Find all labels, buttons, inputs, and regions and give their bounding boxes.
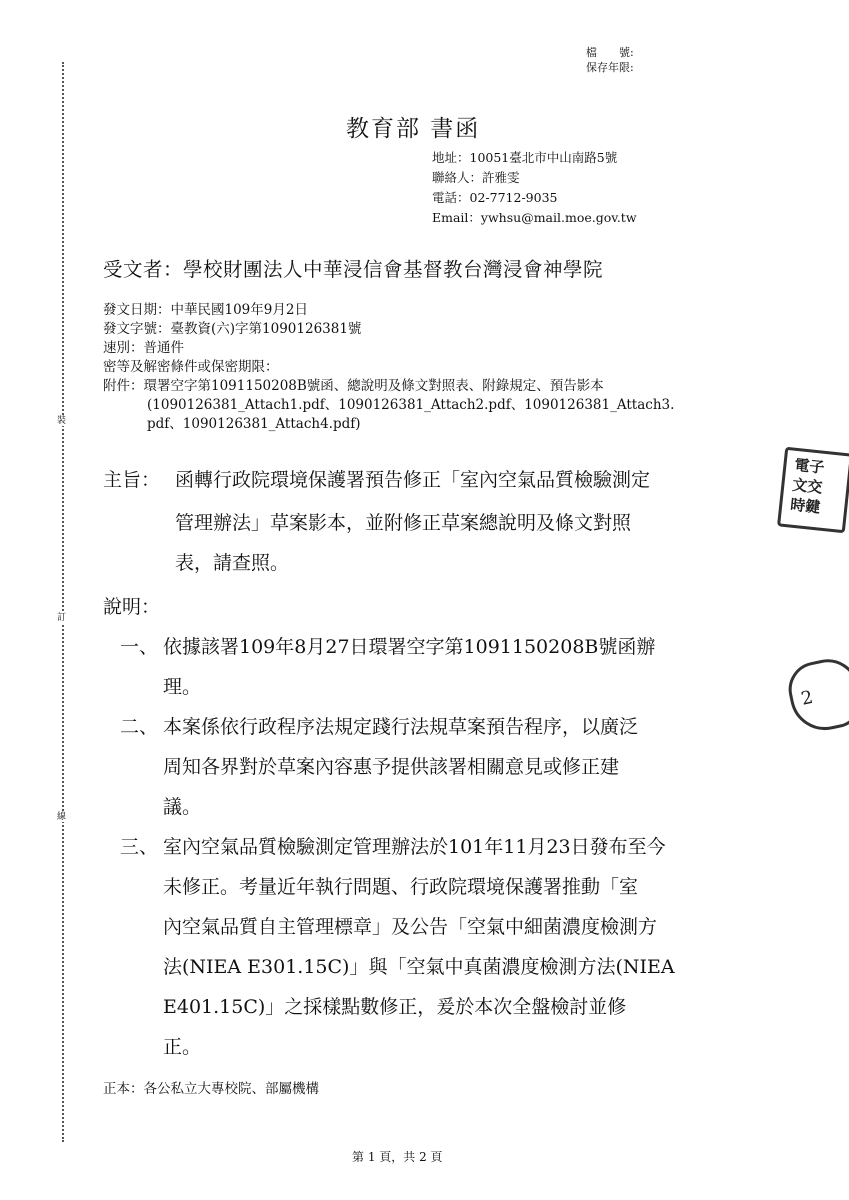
delivery-speed: 速別：普通件: [103, 340, 184, 356]
item-3-line-3: 內空氣品質自主管理標章」及公告「空氣中細菌濃度檢測方: [163, 916, 658, 938]
file-number-label: 檔 號:: [586, 46, 634, 59]
electronic-exchange-stamp: [777, 447, 849, 534]
item-3-line-1: 室內空氣品質檢驗測定管理辦法於101年11月23日發布至今: [163, 836, 666, 858]
binding-dotted-line: [62, 62, 64, 1142]
stamp-line-2: 文交: [791, 475, 824, 497]
stamp-line-1: 電子: [793, 455, 826, 477]
item-2-line-3: 議。: [163, 796, 202, 818]
page-number: 第 1 頁，共 2 頁: [352, 1150, 443, 1164]
document-number: 發文字號：臺教資(六)字第1090126381號: [103, 321, 362, 337]
attachments-line-3: pdf、1090126381_Attach4.pdf): [147, 416, 361, 432]
binding-mark-ding: 訂: [57, 613, 67, 623]
subject-line-2: 管理辦法」草案影本，並附修正草案總說明及條文對照: [175, 512, 632, 534]
subject-line-3: 表，請查照。: [175, 552, 290, 574]
document-title: 教育部 書函: [346, 116, 481, 142]
item-1-number: 一、: [120, 636, 159, 658]
sender-info: [432, 148, 637, 228]
official-seal: 2: [783, 653, 849, 736]
recipient: 受文者：學校財團法人中華浸信會基督教台灣浸會神學院: [103, 258, 604, 281]
sender-email: Email：ywhsu@mail.moe.gov.tw: [432, 210, 637, 225]
copy-to: 正本：各公私立大專校院、部屬機構: [103, 1081, 319, 1097]
sender-address: 地址：10051臺北市中山南路5號: [432, 150, 618, 165]
item-3-line-2: 未修正。考量近年執行問題、行政院環境保護署推動「室: [163, 876, 639, 898]
sender-phone: 電話：02-7712-9035: [432, 190, 558, 205]
explanation-label: 說明：: [103, 596, 161, 618]
issue-date: 發文日期：中華民國109年9月2日: [103, 302, 308, 318]
subject-label: 主旨：: [103, 469, 161, 491]
item-1-line-1: 依據該署109年8月27日環署空字第1091150208B號函辦: [163, 636, 656, 658]
item-2-line-2: 周知各界對於草案內容惠予提供該署相關意見或修正建: [163, 756, 620, 778]
file-number-block: [586, 45, 634, 75]
retention-period-label: 保存年限:: [586, 61, 634, 74]
meta-block: [103, 301, 674, 434]
item-2-line-1: 本案係依行政程序法規定踐行法規草案預告程序，以廣泛: [163, 716, 639, 738]
item-3-line-4: 法(NIEA E301.15C)」與「空氣中真菌濃度檢測方法(NIEA: [163, 956, 675, 978]
secrecy-level: 密等及解密條件或保密期限：: [103, 359, 279, 375]
stamp-line-3: 時鍵: [789, 495, 822, 517]
item-3-line-6: 正。: [163, 1036, 202, 1058]
item-1-line-2: 理。: [163, 676, 202, 698]
item-3-line-5: E401.15C)」之採樣點數修正，爰於本次全盤檢討並修: [163, 996, 627, 1018]
binding-mark-zhuang: 裝: [57, 416, 67, 426]
item-2-number: 二、: [120, 716, 159, 738]
attachments-line-1: 附件：環署空字第1091150208B號函、總說明及條文對照表、附錄規定、預告影本: [103, 378, 604, 394]
attachments-line-2: (1090126381_Attach1.pdf、1090126381_Attach2.pdf、1090126381_Attach3.: [147, 397, 675, 413]
binding-mark-xian: 線: [57, 812, 67, 822]
subject-line-1: 函轉行政院環境保護署預告修正「室內空氣品質檢驗測定: [175, 469, 651, 491]
sender-contact: 聯絡人：許雅雯: [432, 170, 520, 185]
item-3-number: 三、: [120, 836, 159, 858]
